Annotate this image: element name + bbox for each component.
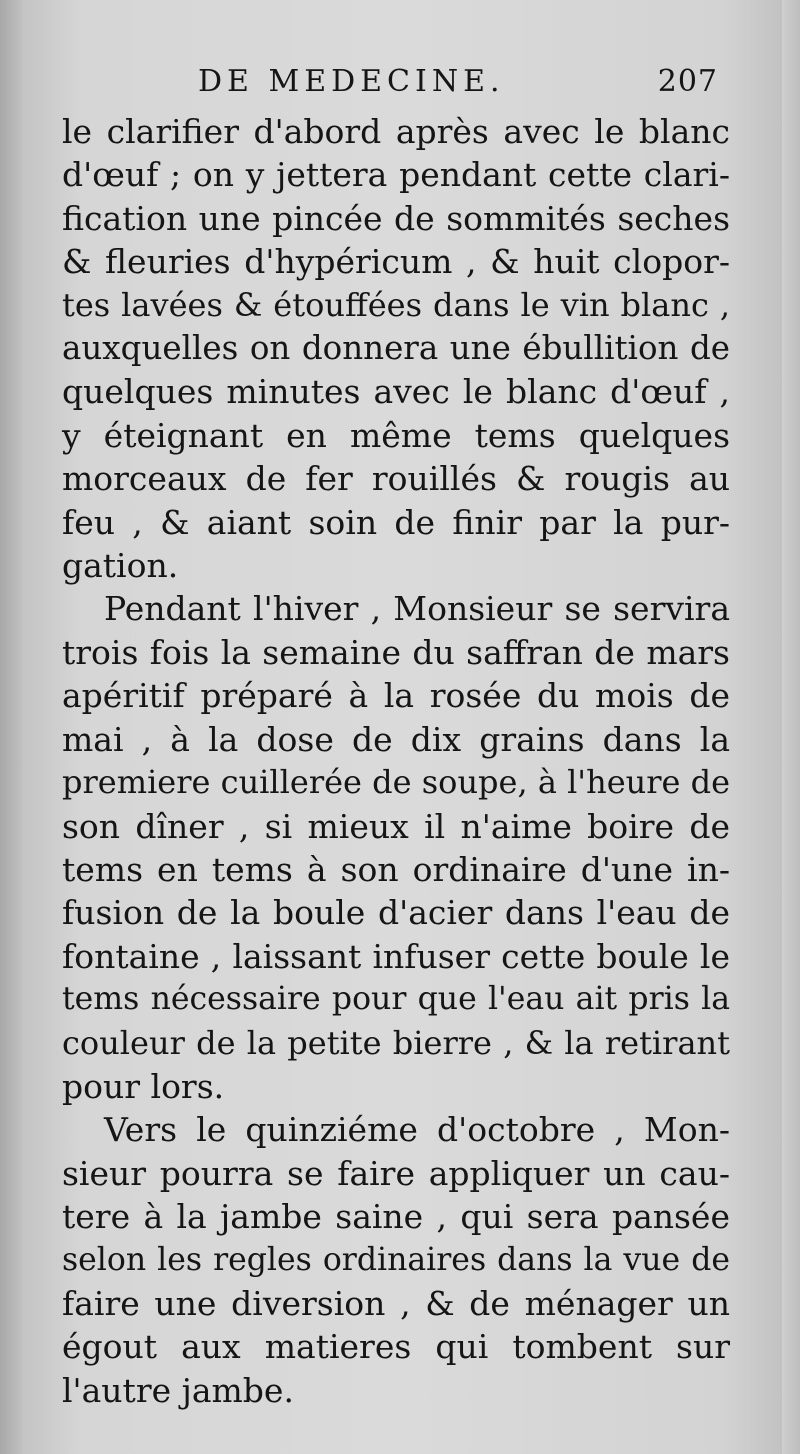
text-line: son dîner , si mieux il n'aime boire de (62, 806, 730, 846)
page-edge-shadow (782, 0, 800, 1454)
text-line: tere à la jambe saine , qui sera pansée (62, 1197, 730, 1237)
text-line: fontaine , laissant infuser cette boule le (62, 936, 730, 976)
text-line: sieur pourra se faire appliquer un cau- (62, 1153, 730, 1193)
text-line: gation. (62, 546, 179, 586)
text-line: premiere cuillerée de soupe, à l'heure de (62, 763, 731, 802)
text-line: tems nécessaire pour que l'eau ait pris la (62, 981, 730, 1018)
text-line: l'autre jambe. (62, 1370, 294, 1410)
text-line: Vers le quinziéme d'octobre , Mon- (104, 1110, 730, 1150)
page-number: 207 (657, 64, 718, 99)
text-line: Pendant l'hiver , Monsieur se servira (104, 589, 730, 629)
text-line: pour lors. (62, 1066, 225, 1106)
text-line: trois fois la semaine du saffran de mars (62, 632, 730, 672)
text-line: feu , & aiant soin de finir par la pur- (62, 502, 730, 542)
paragraph-3 (62, 1108, 730, 1412)
running-title: DE MEDECINE. (198, 64, 505, 99)
text-line: fication une pincée de sommités seches (62, 198, 730, 238)
text-line: fusion de la boule d'acier dans l'eau de (62, 893, 730, 933)
paragraph-1 (62, 110, 730, 587)
page-text-block (62, 60, 730, 1412)
text-line: selon les regles ordinaires dans la vue de (62, 1241, 730, 1278)
text-line: d'œuf ; on y jettera pendant cette clari- (62, 155, 730, 195)
text-line: mai , à la dose de dix grains dans la (62, 719, 730, 759)
text-line: apéritif préparé à la rosée du mois de (62, 676, 730, 716)
page-gutter-shadow (0, 0, 22, 1454)
page-header (62, 60, 730, 110)
text-line: morceaux de fer rouillés & rougis au (62, 459, 730, 499)
text-line: égout aux matieres qui tombent sur (62, 1327, 730, 1367)
text-line: & fleuries d'hypéricum , & huit clopor- (62, 242, 730, 282)
text-line: le clarifier d'abord après avec le blanc (62, 112, 730, 151)
paragraph-2 (62, 587, 730, 1108)
text-line: couleur de la petite bierre , & la retirant (62, 1023, 730, 1062)
text-line: y éteignant en même tems quelques (62, 415, 730, 455)
text-line: tems en tems à son ordinaire d'une in- (62, 849, 730, 889)
text-line: tes lavées & étouffées dans le vin blanc , (62, 285, 730, 324)
text-line: auxquelles on donnera une ébullition de (62, 329, 730, 368)
text-line: quelques minutes avec le blanc d'œuf , (62, 372, 730, 412)
text-line: faire une diversion , & de ménager un (62, 1283, 730, 1323)
